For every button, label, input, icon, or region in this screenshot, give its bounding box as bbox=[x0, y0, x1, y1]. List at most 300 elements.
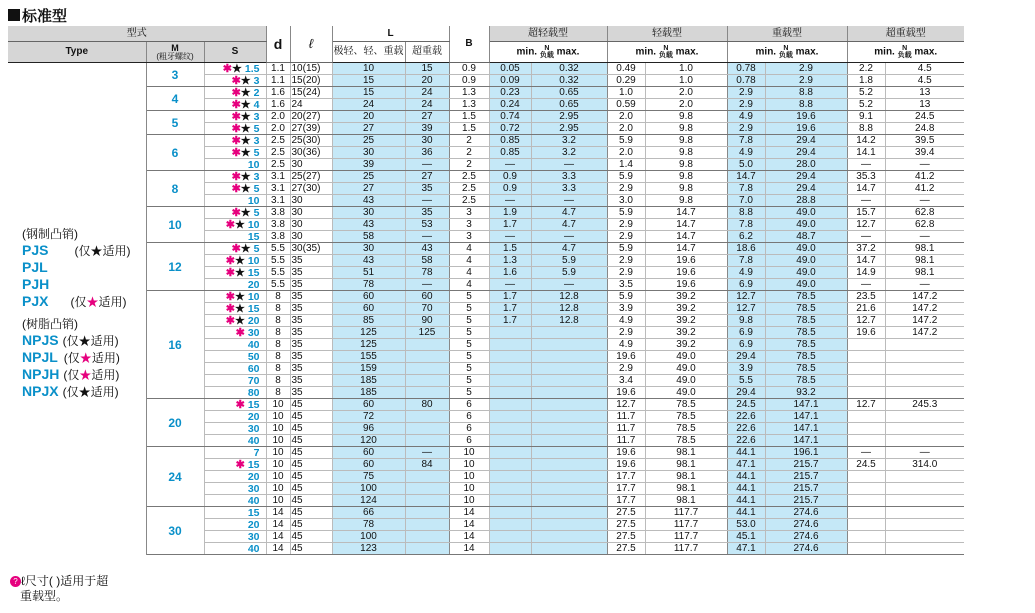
B-value: 6 bbox=[449, 423, 489, 435]
s-number: 30 bbox=[247, 422, 260, 435]
ultralight-min: 0.05 bbox=[489, 63, 531, 75]
l-value: 27(30) bbox=[290, 183, 332, 195]
d-value: 2.5 bbox=[266, 159, 290, 171]
superheavy-max: 98.1 bbox=[885, 243, 964, 255]
d-value: 1.6 bbox=[266, 99, 290, 111]
L-value: 24 bbox=[332, 99, 405, 111]
s-number: 5 bbox=[253, 146, 260, 159]
light-min: 27.5 bbox=[607, 531, 645, 543]
superheavy-min bbox=[847, 375, 885, 387]
ultralight-min: 0.23 bbox=[489, 87, 531, 99]
l-value: 20(27) bbox=[290, 111, 332, 123]
ultralight-min bbox=[489, 519, 531, 531]
l-value: 45 bbox=[290, 507, 332, 519]
superheavy-max: 41.2 bbox=[885, 183, 964, 195]
superheavy-min: — bbox=[847, 231, 885, 243]
header-B: B bbox=[449, 26, 489, 63]
light-min: 27.5 bbox=[607, 507, 645, 519]
table-row bbox=[8, 447, 964, 459]
heavy-min: 24.5 bbox=[727, 399, 765, 411]
L-value: 125 bbox=[332, 327, 405, 339]
light-min: 19.6 bbox=[607, 387, 645, 399]
s-number: 20 bbox=[247, 410, 260, 423]
s-number: 4 bbox=[253, 98, 260, 111]
d-value: 2.5 bbox=[266, 147, 290, 159]
d-value: 10 bbox=[266, 471, 290, 483]
ultralight-max bbox=[531, 495, 607, 507]
ultralight-min bbox=[489, 483, 531, 495]
ultralight-min: 0.09 bbox=[489, 75, 531, 87]
l-value: 24 bbox=[290, 99, 332, 111]
light-min: 2.0 bbox=[607, 147, 645, 159]
ultralight-max bbox=[531, 435, 607, 447]
heavy-min: 14.7 bbox=[727, 171, 765, 183]
light-max: 78.5 bbox=[645, 411, 727, 423]
superheavy-max bbox=[885, 423, 964, 435]
heavy-max: 78.5 bbox=[765, 351, 847, 363]
L-heavy-value: 35 bbox=[405, 183, 449, 195]
m-size: 16 bbox=[146, 291, 204, 399]
s-value bbox=[204, 231, 266, 243]
light-min: 2.9 bbox=[607, 231, 645, 243]
s-value bbox=[204, 87, 266, 99]
ultralight-max: 0.32 bbox=[531, 75, 607, 87]
light-min: 17.7 bbox=[607, 471, 645, 483]
superheavy-min bbox=[847, 543, 885, 555]
s-value bbox=[204, 315, 266, 327]
L-heavy-value: — bbox=[405, 279, 449, 291]
L-heavy-value: 60 bbox=[405, 291, 449, 303]
table-header bbox=[8, 26, 964, 63]
star-icon: ★ bbox=[78, 334, 91, 348]
superheavy-min: 14.2 bbox=[847, 135, 885, 147]
d-value: 14 bbox=[266, 543, 290, 555]
m-size: 12 bbox=[146, 243, 204, 291]
L-value: 78 bbox=[332, 279, 405, 291]
L-value: 60 bbox=[332, 303, 405, 315]
load-label: 负载 bbox=[658, 52, 673, 59]
L-heavy-value: 27 bbox=[405, 111, 449, 123]
header-type: Type bbox=[8, 42, 146, 63]
star-icon: ★ bbox=[90, 244, 103, 258]
superheavy-min: 19.6 bbox=[847, 327, 885, 339]
superheavy-max: — bbox=[885, 447, 964, 459]
note-line2: 重载型。 bbox=[20, 589, 69, 603]
d-value: 3.8 bbox=[266, 231, 290, 243]
ultralight-max bbox=[531, 531, 607, 543]
only-label: (仅 bbox=[63, 351, 80, 365]
B-value: 2 bbox=[449, 135, 489, 147]
header-L-sub2: 超重载 bbox=[405, 42, 449, 63]
l-value: 45 bbox=[290, 519, 332, 531]
s-value bbox=[204, 495, 266, 507]
superheavy-max bbox=[885, 519, 964, 531]
m-size: 6 bbox=[146, 135, 204, 171]
l-value: 35 bbox=[290, 339, 332, 351]
light-max: 39.2 bbox=[645, 303, 727, 315]
section-title-text: 标准型 bbox=[22, 7, 68, 25]
d-value: 10 bbox=[266, 483, 290, 495]
ultralight-min: 0.85 bbox=[489, 135, 531, 147]
superheavy-max bbox=[885, 339, 964, 351]
L-value: 60 bbox=[332, 399, 405, 411]
ultralight-max: 12.8 bbox=[531, 303, 607, 315]
l-value: 30 bbox=[290, 195, 332, 207]
B-value: 1.5 bbox=[449, 111, 489, 123]
ultralight-min bbox=[489, 543, 531, 555]
min-label: min. bbox=[755, 46, 777, 58]
heavy-min: 4.9 bbox=[727, 111, 765, 123]
s-number: 3 bbox=[253, 110, 260, 123]
L-value: 96 bbox=[332, 423, 405, 435]
heavy-min: 44.1 bbox=[727, 447, 765, 459]
superheavy-max: — bbox=[885, 231, 964, 243]
s-value bbox=[204, 183, 266, 195]
heavy-min: 6.9 bbox=[727, 327, 765, 339]
heavy-min: 5.0 bbox=[727, 159, 765, 171]
superheavy-min: 2.2 bbox=[847, 63, 885, 75]
L-heavy-value bbox=[405, 507, 449, 519]
max-label: max. bbox=[914, 46, 938, 58]
l-value: 35 bbox=[290, 291, 332, 303]
l-value: 35 bbox=[290, 255, 332, 267]
light-min: 12.7 bbox=[607, 399, 645, 411]
s-value bbox=[204, 135, 266, 147]
superheavy-max bbox=[885, 411, 964, 423]
light-max: 78.5 bbox=[645, 423, 727, 435]
B-value: 5 bbox=[449, 375, 489, 387]
ultralight-max: 3.3 bbox=[531, 183, 607, 195]
light-min: 2.0 bbox=[607, 111, 645, 123]
d-value: 8 bbox=[266, 303, 290, 315]
l-value: 27(39) bbox=[290, 123, 332, 135]
heavy-max: 28.0 bbox=[765, 159, 847, 171]
light-min: 17.7 bbox=[607, 495, 645, 507]
superheavy-min bbox=[847, 435, 885, 447]
light-min: 19.6 bbox=[607, 447, 645, 459]
ultralight-max: 5.9 bbox=[531, 267, 607, 279]
m-size: 24 bbox=[146, 447, 204, 507]
light-max: 14.7 bbox=[645, 231, 727, 243]
s-number: 2 bbox=[253, 86, 260, 99]
heavy-max: 49.0 bbox=[765, 267, 847, 279]
l-value: 35 bbox=[290, 315, 332, 327]
applicability-mark: ✱★ bbox=[231, 170, 251, 183]
heavy-min: 4.9 bbox=[727, 267, 765, 279]
heavy-max: 78.5 bbox=[765, 375, 847, 387]
d-value: 5.5 bbox=[266, 267, 290, 279]
superheavy-max: 147.2 bbox=[885, 303, 964, 315]
superheavy-min: 37.2 bbox=[847, 243, 885, 255]
light-max: 78.5 bbox=[645, 435, 727, 447]
s-value bbox=[204, 483, 266, 495]
d-value: 3.1 bbox=[266, 183, 290, 195]
s-number: 10 bbox=[247, 158, 260, 171]
B-value: 10 bbox=[449, 471, 489, 483]
type-pjx: PJX bbox=[22, 293, 49, 309]
L-value: 30 bbox=[332, 207, 405, 219]
section-title bbox=[8, 4, 67, 26]
heavy-max: 2.9 bbox=[765, 63, 847, 75]
light-max: 1.0 bbox=[645, 63, 727, 75]
s-number: 20 bbox=[247, 518, 260, 531]
light-min: 2.9 bbox=[607, 255, 645, 267]
B-value: 4 bbox=[449, 279, 489, 291]
heavy-max: 29.4 bbox=[765, 135, 847, 147]
d-value: 10 bbox=[266, 495, 290, 507]
superheavy-max: 13 bbox=[885, 87, 964, 99]
header-m bbox=[146, 42, 204, 63]
B-value: 5 bbox=[449, 363, 489, 375]
L-value: 125 bbox=[332, 339, 405, 351]
light-min: 19.6 bbox=[607, 459, 645, 471]
B-value: 5 bbox=[449, 303, 489, 315]
L-value: 100 bbox=[332, 531, 405, 543]
superheavy-max bbox=[885, 495, 964, 507]
light-min: 2.9 bbox=[607, 363, 645, 375]
s-number: 10 bbox=[247, 194, 260, 207]
light-max: 19.6 bbox=[645, 279, 727, 291]
B-value: 3 bbox=[449, 207, 489, 219]
l-value: 35 bbox=[290, 327, 332, 339]
ultralight-max bbox=[531, 447, 607, 459]
d-value: 3.8 bbox=[266, 207, 290, 219]
superheavy-max bbox=[885, 543, 964, 555]
light-min: 4.9 bbox=[607, 339, 645, 351]
l-value: 45 bbox=[290, 471, 332, 483]
s-value bbox=[204, 507, 266, 519]
max-label: max. bbox=[675, 46, 699, 58]
heavy-min: 47.1 bbox=[727, 459, 765, 471]
s-number: 20 bbox=[247, 278, 260, 291]
L-heavy-value bbox=[405, 375, 449, 387]
applicability-mark: ✱★ bbox=[231, 110, 251, 123]
L-heavy-value: 70 bbox=[405, 303, 449, 315]
s-value bbox=[204, 243, 266, 255]
superheavy-min: — bbox=[847, 159, 885, 171]
superheavy-min bbox=[847, 483, 885, 495]
superheavy-min: 5.2 bbox=[847, 99, 885, 111]
ultralight-min bbox=[489, 471, 531, 483]
light-min: 3.5 bbox=[607, 279, 645, 291]
heavy-max: 274.6 bbox=[765, 543, 847, 555]
heavy-min: 7.8 bbox=[727, 219, 765, 231]
superheavy-min: 1.8 bbox=[847, 75, 885, 87]
light-max: 9.8 bbox=[645, 123, 727, 135]
m-size: 8 bbox=[146, 171, 204, 207]
d-value: 10 bbox=[266, 411, 290, 423]
d-value: 8 bbox=[266, 363, 290, 375]
l-value: 25(30) bbox=[290, 135, 332, 147]
heavy-min: 45.1 bbox=[727, 531, 765, 543]
d-value: 8 bbox=[266, 327, 290, 339]
s-value bbox=[204, 543, 266, 555]
L-value: 15 bbox=[332, 75, 405, 87]
light-min: 2.9 bbox=[607, 327, 645, 339]
B-value: 2.5 bbox=[449, 183, 489, 195]
B-value: 14 bbox=[449, 507, 489, 519]
superheavy-min bbox=[847, 471, 885, 483]
heavy-min: 7.8 bbox=[727, 135, 765, 147]
superheavy-min bbox=[847, 507, 885, 519]
ultralight-max bbox=[531, 339, 607, 351]
L-heavy-value: 125 bbox=[405, 327, 449, 339]
s-value bbox=[204, 171, 266, 183]
s-value bbox=[204, 423, 266, 435]
superheavy-max: — bbox=[885, 279, 964, 291]
B-value: 6 bbox=[449, 411, 489, 423]
n-label: N bbox=[663, 45, 669, 52]
l-value: 30 bbox=[290, 159, 332, 171]
B-value: 10 bbox=[449, 483, 489, 495]
heavy-max: 49.0 bbox=[765, 243, 847, 255]
s-number: 10 bbox=[247, 290, 260, 303]
superheavy-max: — bbox=[885, 159, 964, 171]
spec-table bbox=[8, 26, 964, 555]
heavy-max: 8.8 bbox=[765, 87, 847, 99]
ultralight-max bbox=[531, 351, 607, 363]
type-npjl: NPJL bbox=[22, 349, 58, 365]
L-heavy-value bbox=[405, 351, 449, 363]
s-value bbox=[204, 159, 266, 171]
superheavy-max: 41.2 bbox=[885, 171, 964, 183]
table-row bbox=[8, 171, 964, 183]
heavy-max: 215.7 bbox=[765, 483, 847, 495]
heavy-max: 19.6 bbox=[765, 123, 847, 135]
heavy-min: 22.6 bbox=[727, 411, 765, 423]
ultralight-max: 5.9 bbox=[531, 255, 607, 267]
heavy-max: 215.7 bbox=[765, 495, 847, 507]
ultralight-min: 1.5 bbox=[489, 243, 531, 255]
L-value: 43 bbox=[332, 195, 405, 207]
s-value bbox=[204, 267, 266, 279]
header-L-sub1: 极轻、轻、重载 bbox=[332, 42, 405, 63]
table-row bbox=[8, 399, 964, 411]
superheavy-max: 39.5 bbox=[885, 135, 964, 147]
s-value bbox=[204, 459, 266, 471]
header-range-0 bbox=[489, 42, 607, 63]
applicability-mark: ✱ bbox=[235, 398, 245, 411]
header-range-2 bbox=[727, 42, 847, 63]
heavy-max: 49.0 bbox=[765, 255, 847, 267]
heavy-max: 196.1 bbox=[765, 447, 847, 459]
heavy-min: 0.78 bbox=[727, 63, 765, 75]
superheavy-min: — bbox=[847, 279, 885, 291]
s-number: 10 bbox=[247, 218, 260, 231]
L-value: 60 bbox=[332, 447, 405, 459]
applicability-mark: ✱★ bbox=[225, 290, 245, 303]
superheavy-min: 12.7 bbox=[847, 315, 885, 327]
ultralight-max: — bbox=[531, 159, 607, 171]
ultralight-min bbox=[489, 447, 531, 459]
superheavy-min bbox=[847, 519, 885, 531]
heavy-max: 28.8 bbox=[765, 195, 847, 207]
ultralight-min bbox=[489, 507, 531, 519]
light-min: 3.0 bbox=[607, 195, 645, 207]
superheavy-min: 23.5 bbox=[847, 291, 885, 303]
ultralight-min: — bbox=[489, 279, 531, 291]
l-value: 45 bbox=[290, 399, 332, 411]
s-number: 40 bbox=[247, 542, 260, 555]
ultralight-max: 3.3 bbox=[531, 171, 607, 183]
s-number: 5 bbox=[253, 182, 260, 195]
d-value: 3.8 bbox=[266, 219, 290, 231]
s-value bbox=[204, 339, 266, 351]
ultralight-max bbox=[531, 327, 607, 339]
heavy-min: 3.9 bbox=[727, 363, 765, 375]
s-number: 3 bbox=[253, 170, 260, 183]
heavy-min: 7.0 bbox=[727, 195, 765, 207]
ultralight-min: 0.9 bbox=[489, 183, 531, 195]
superheavy-max bbox=[885, 363, 964, 375]
heavy-min: 2.9 bbox=[727, 99, 765, 111]
d-value: 3.1 bbox=[266, 171, 290, 183]
L-value: 25 bbox=[332, 135, 405, 147]
light-max: 98.1 bbox=[645, 483, 727, 495]
ultralight-min: 1.7 bbox=[489, 291, 531, 303]
light-max: 9.8 bbox=[645, 171, 727, 183]
ultralight-min: 0.9 bbox=[489, 171, 531, 183]
L-heavy-value bbox=[405, 363, 449, 375]
B-value: 5 bbox=[449, 315, 489, 327]
L-value: 43 bbox=[332, 219, 405, 231]
superheavy-max bbox=[885, 375, 964, 387]
L-value: 159 bbox=[332, 363, 405, 375]
s-number: 10 bbox=[247, 254, 260, 267]
s-number: 60 bbox=[247, 362, 260, 375]
L-heavy-value: 39 bbox=[405, 123, 449, 135]
ultralight-min bbox=[489, 351, 531, 363]
light-max: 117.7 bbox=[645, 531, 727, 543]
s-number: 30 bbox=[247, 530, 260, 543]
d-value: 8 bbox=[266, 351, 290, 363]
s-value bbox=[204, 147, 266, 159]
B-value: 5 bbox=[449, 339, 489, 351]
superheavy-min bbox=[847, 531, 885, 543]
L-heavy-value bbox=[405, 435, 449, 447]
s-value bbox=[204, 531, 266, 543]
L-heavy-value bbox=[405, 531, 449, 543]
s-number: 40 bbox=[247, 338, 260, 351]
superheavy-max bbox=[885, 531, 964, 543]
table-row bbox=[8, 207, 964, 219]
ultralight-min bbox=[489, 327, 531, 339]
s-number: 5 bbox=[253, 122, 260, 135]
ultralight-min: — bbox=[489, 195, 531, 207]
heavy-min: 44.1 bbox=[727, 507, 765, 519]
applicability-mark: ✱★ bbox=[231, 146, 251, 159]
l-value: 45 bbox=[290, 435, 332, 447]
m-size: 4 bbox=[146, 87, 204, 111]
d-value: 1.6 bbox=[266, 87, 290, 99]
ultralight-max bbox=[531, 519, 607, 531]
L-heavy-value: 78 bbox=[405, 267, 449, 279]
B-value: 0.9 bbox=[449, 75, 489, 87]
ultralight-min: 1.7 bbox=[489, 303, 531, 315]
superheavy-min bbox=[847, 351, 885, 363]
l-value: 35 bbox=[290, 363, 332, 375]
light-max: 98.1 bbox=[645, 459, 727, 471]
heavy-max: 29.4 bbox=[765, 171, 847, 183]
superheavy-min: 14.9 bbox=[847, 267, 885, 279]
light-max: 39.2 bbox=[645, 327, 727, 339]
L-value: 51 bbox=[332, 267, 405, 279]
only-label: (仅 bbox=[70, 295, 87, 309]
l-value: 15(20) bbox=[290, 75, 332, 87]
light-min: 0.29 bbox=[607, 75, 645, 87]
ultralight-min bbox=[489, 339, 531, 351]
L-heavy-value bbox=[405, 423, 449, 435]
